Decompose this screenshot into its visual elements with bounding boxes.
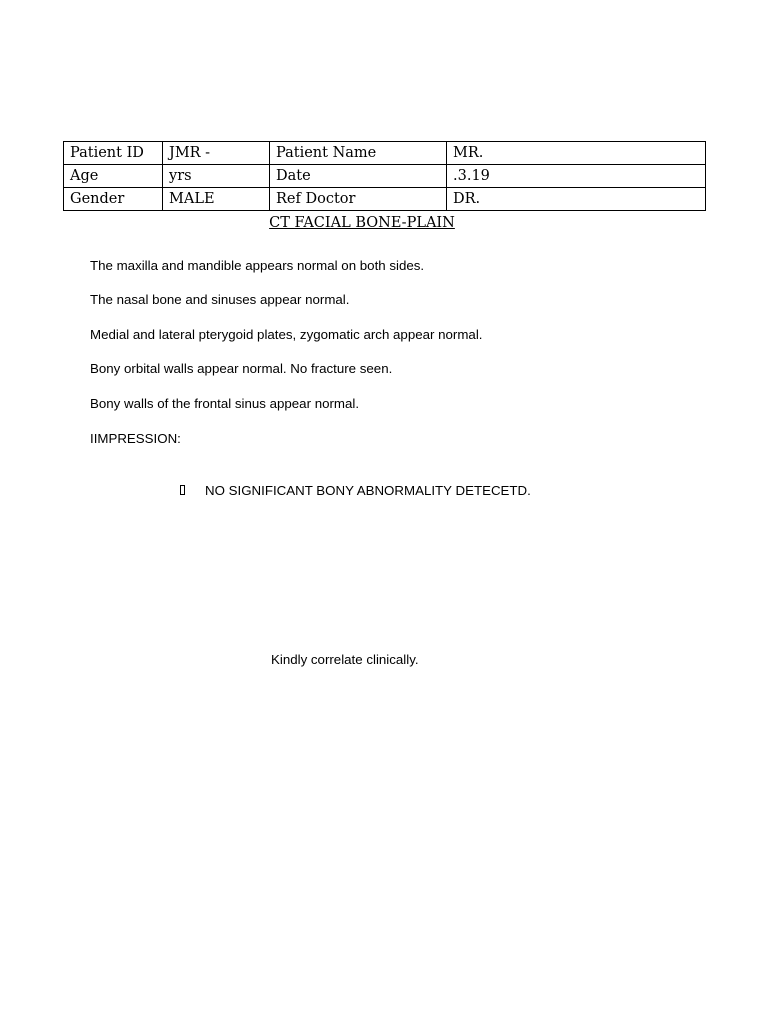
- gender-value: MALE: [163, 188, 270, 211]
- gender-label: Gender: [64, 188, 163, 211]
- age-label: Age: [64, 165, 163, 188]
- patient-name-value: MR.: [447, 142, 706, 165]
- date-value: .3.19: [447, 165, 706, 188]
- impression-item: [180, 482, 531, 500]
- finding-line: Medial and lateral pterygoid plates, zygomatic arch appear normal.: [90, 327, 483, 342]
- finding-line: Bony walls of the frontal sinus appear normal.: [90, 396, 360, 411]
- patient-id-label: Patient ID: [64, 142, 163, 165]
- finding-line: The nasal bone and sinuses appear normal.: [90, 292, 350, 307]
- patient-id-value: JMR -: [163, 142, 270, 165]
- table-row: [64, 142, 706, 165]
- square-bullet-icon: [180, 485, 185, 495]
- patient-info-table: [63, 141, 706, 211]
- patient-name-label: Patient Name: [270, 142, 447, 165]
- finding-line: Bony orbital walls appear normal. No fracture seen.: [90, 361, 393, 376]
- closing-note: Kindly correlate clinically.: [271, 652, 419, 667]
- impression-heading: IIMPRESSION:: [90, 431, 181, 446]
- report-title: CT FACIAL BONE-PLAIN: [269, 215, 455, 231]
- table-row: [64, 165, 706, 188]
- table-row: [64, 188, 706, 211]
- ref-doctor-value: DR.: [447, 188, 706, 211]
- impression-text: NO SIGNIFICANT BONY ABNORMALITY DETECETD.: [205, 483, 531, 498]
- ref-doctor-label: Ref Doctor: [270, 188, 447, 211]
- finding-line: The maxilla and mandible appears normal on both sides.: [90, 258, 425, 273]
- date-label: Date: [270, 165, 447, 188]
- age-value: yrs: [163, 165, 270, 188]
